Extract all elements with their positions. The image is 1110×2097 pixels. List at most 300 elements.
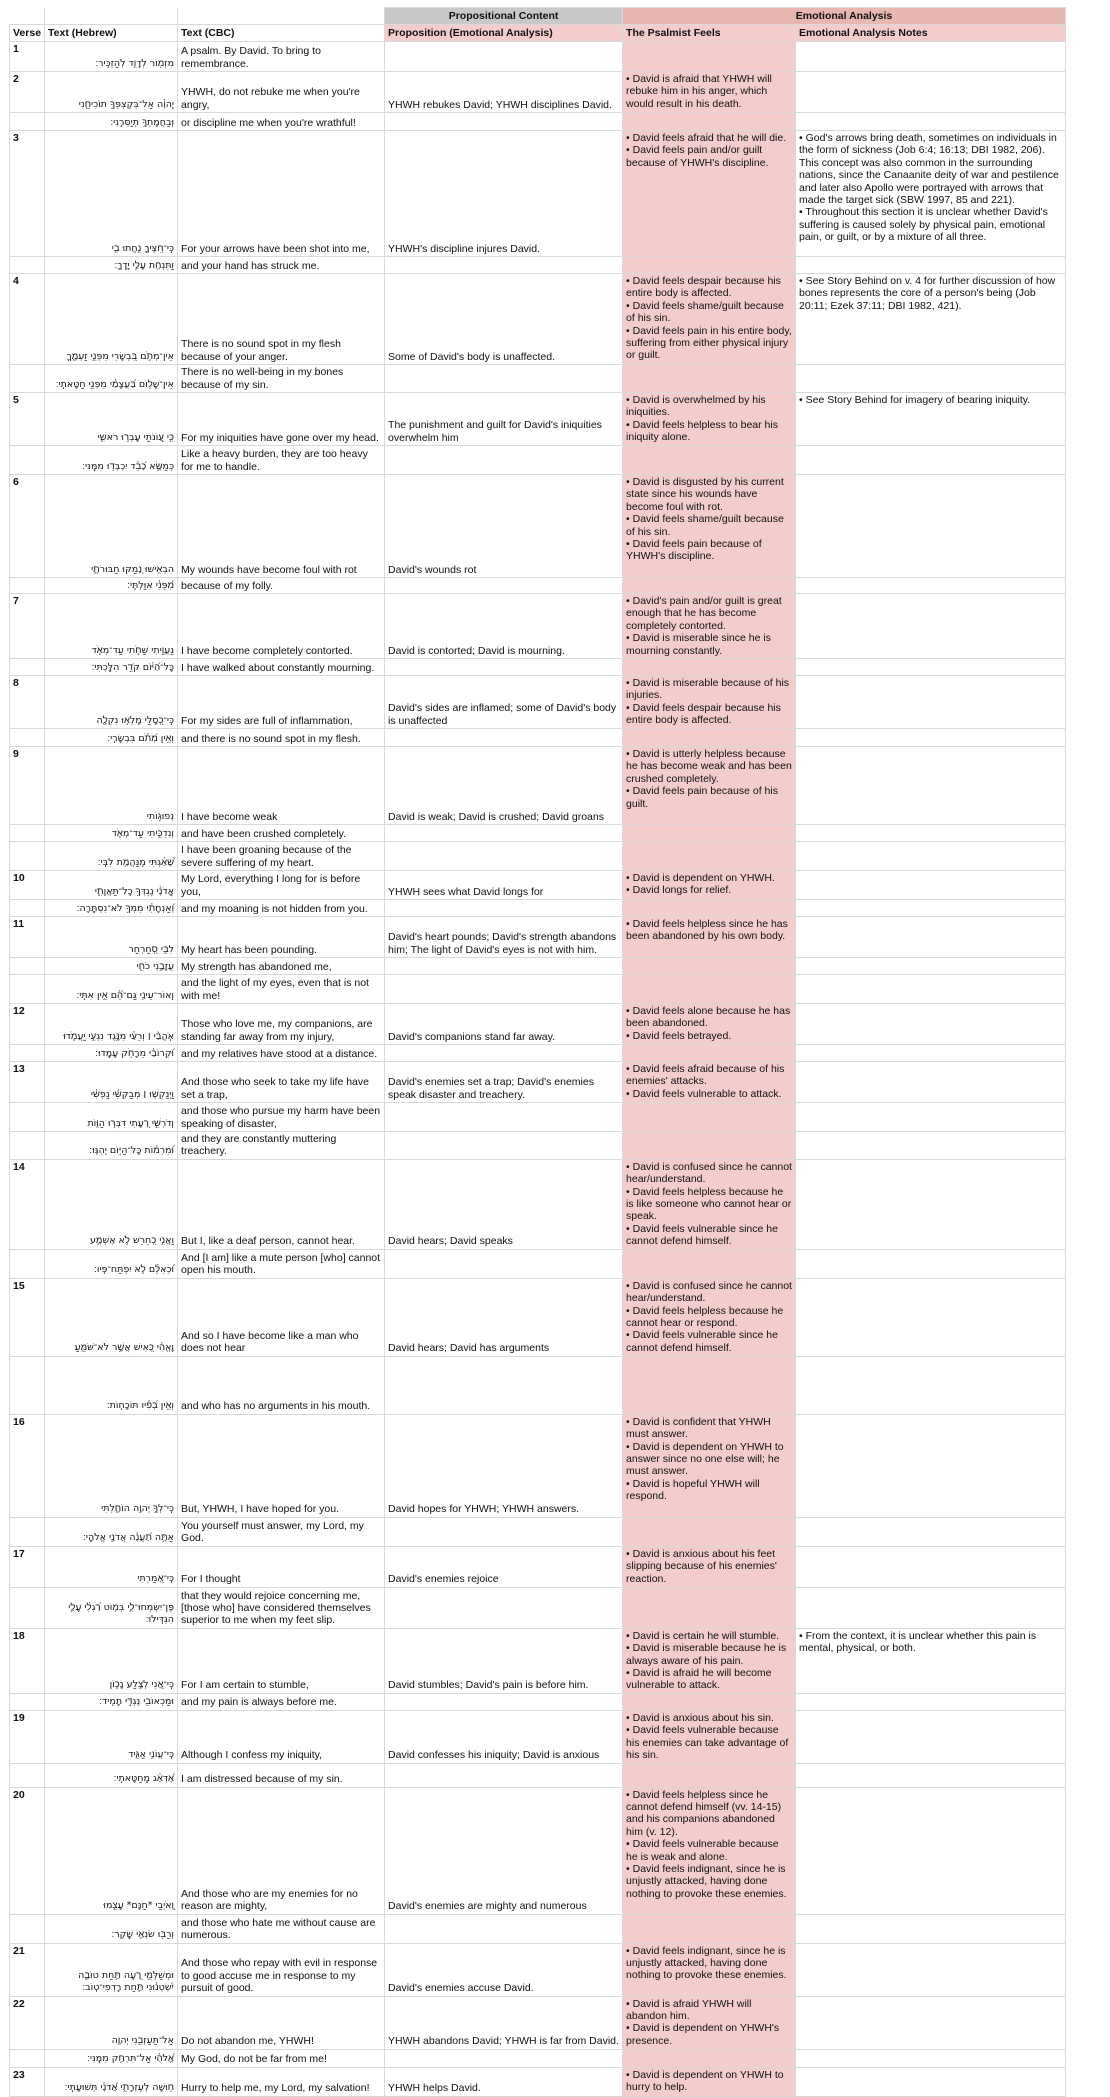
hebrew-text-cell[interactable]: וְֽ֭אֹיְבַי *חַנָּם* עָצֵ֑מוּ (45, 1787, 178, 1914)
notes-cell[interactable] (796, 1914, 1066, 1943)
verse-cell[interactable]: 13 (10, 1062, 45, 1103)
hebrew-text-cell[interactable]: וּ֝מִרְמ֗וֹת כָּל־הַיּ֥וֹם יֶהְגּֽוּ׃ (45, 1132, 178, 1160)
hebrew-text-cell[interactable]: כִּֽי־אָ֭מַרְתִּי (45, 1546, 178, 1587)
verse-cell[interactable]: 17 (10, 1546, 45, 1587)
psalmist-feels-cell[interactable] (623, 1763, 796, 1787)
proposition-cell[interactable]: David stumbles; David's pain is before him. (385, 1628, 623, 1693)
proposition-cell[interactable]: David's sides are inflamed; some of David's body is unaffected (385, 676, 623, 729)
hebrew-text-cell[interactable]: וּֽבַחֲמָתְךָ֥ תְיַסְּרֵֽנִי׃ (45, 113, 178, 131)
verse-cell[interactable] (10, 659, 45, 676)
psalmist-feels-cell[interactable] (623, 1787, 796, 1914)
table-row (10, 1693, 1066, 1710)
cbc-text-cell[interactable]: My strength has abandoned me, (178, 958, 385, 975)
proposition-cell[interactable] (385, 1517, 623, 1546)
verse-cell[interactable] (10, 2049, 45, 2067)
notes-cell[interactable] (796, 659, 1066, 676)
proposition-cell[interactable] (385, 1249, 623, 1278)
hebrew-text-cell[interactable]: וּמַכְאוֹבִ֖י נֶגְדִּ֣י תָמִֽיד׃ (45, 1693, 178, 1710)
cbc-text-cell[interactable]: Those who love me, my companions, are standing far away from my injury, (178, 1004, 385, 1045)
cbc-text-cell[interactable]: and my moaning is not hidden from you. (178, 900, 385, 917)
proposition-cell[interactable] (385, 113, 623, 131)
psalmist-feels-cell[interactable] (623, 1414, 796, 1517)
cbc-text-cell[interactable]: For your arrows have been shot into me, (178, 131, 385, 257)
hebrew-text-cell[interactable]: וַתִּנְחַ֖ת עָלַ֣י יָדֶֽךָ׃ (45, 257, 178, 274)
notes-cell[interactable] (796, 1710, 1066, 1763)
cbc-text-cell[interactable]: My Lord, everything I long for is before you, (178, 871, 385, 900)
notes-cell[interactable] (796, 1693, 1066, 1710)
psalmist-feels-cell[interactable] (623, 2049, 796, 2067)
proposition-cell[interactable]: David's enemies are mighty and numerous (385, 1787, 623, 1914)
group-header-row (10, 8, 1066, 25)
hebrew-text-cell[interactable]: וְֽדֹרְשֵׁ֣י רָ֭עָתִי דִּבְּר֣וּ הַוּ֑וֹת (45, 1103, 178, 1132)
hebrew-text-cell[interactable]: אֵין־שָׁל֥וֹם בַּ֝עֲצָמַ֗י מִפְּנֵ֥י חַטָּאתִֽי׃ (45, 365, 178, 393)
hebrew-text-cell[interactable]: אַתָּ֥ה תַ֝עֲנֶ֗ה אֲדֹנָ֥י אֱלֹהָֽי׃ (45, 1517, 178, 1546)
proposition-cell[interactable]: David's wounds rot (385, 475, 623, 578)
hebrew-text-cell[interactable]: וַיְנַקְשׁ֤וּ ׀ מְבַקְשֵׁ֬י נַפְשִׁ֗י (45, 1062, 178, 1103)
psalmist-feels-cell[interactable] (623, 393, 796, 446)
cbc-text-cell[interactable]: For I am certain to stumble, (178, 1628, 385, 1693)
verse-cell[interactable]: 2 (10, 72, 45, 113)
hebrew-text-cell[interactable]: מִ֝פְּנֵ֗י אִוַּלְתִּֽי׃ (45, 578, 178, 594)
table-row (10, 729, 1066, 747)
verse-cell[interactable] (10, 113, 45, 131)
notes-cell[interactable] (796, 1546, 1066, 1587)
cbc-text-cell[interactable]: And [I am] like a mute person [who] cannot open his mouth. (178, 1249, 385, 1278)
notes-cell[interactable] (796, 72, 1066, 113)
hebrew-text-cell[interactable]: אֹֽהֲבַ֨י ׀ וְרֵעַ֗י מִנֶּ֣גֶד נִגְעִ֣י יַעֲמֹ֑דוּ (45, 1004, 178, 1045)
psalmist-feels-cell[interactable] (623, 1278, 796, 1356)
psalmist-feels-cell[interactable] (623, 900, 796, 917)
hebrew-text-cell[interactable]: אֵין־מְתֹ֣ם בִּ֭בְשָׂרִי מִפְּנֵ֣י זַעְמֶ֑ךָ (45, 274, 178, 365)
proposition-cell[interactable] (385, 1693, 623, 1710)
hebrew-text-cell[interactable]: יְֽהוָ֗ה אַל־בְּקֶצְפְּךָ֥ תוֹכִיחֵ֑נִי (45, 72, 178, 113)
cbc-text-cell[interactable]: My God, do not be far from me! (178, 2049, 385, 2067)
verse-cell[interactable]: 9 (10, 747, 45, 825)
cbc-text-cell[interactable]: My wounds have become foul with rot (178, 475, 385, 578)
column-header-cbc[interactable]: Text (CBC) (178, 25, 385, 42)
psalmist-feels-cell[interactable] (623, 1062, 796, 1103)
proposition-cell[interactable]: David's enemies accuse David. (385, 1943, 623, 1996)
hebrew-text-cell[interactable]: נַעֲוֵ֣יתִי שַׁחֹ֣תִי עַד־מְאֹ֑ד (45, 594, 178, 659)
proposition-cell[interactable] (385, 975, 623, 1004)
proposition-cell[interactable] (385, 365, 623, 393)
verse-cell[interactable] (10, 578, 45, 594)
cbc-text-cell[interactable]: I have become completely contorted. (178, 594, 385, 659)
proposition-cell[interactable]: YHWH sees what David longs for (385, 871, 623, 900)
proposition-cell[interactable] (385, 825, 623, 842)
cbc-text-cell[interactable]: and those who hate me without cause are numerous. (178, 1914, 385, 1943)
proposition-cell[interactable] (385, 1914, 623, 1943)
table-row (10, 1103, 1066, 1132)
hebrew-text-cell[interactable]: כְּמַשָּׂ֥א כָ֝בֵ֗ד יִכְבְּד֥וּ מִמֶּֽנִּי׃ (45, 446, 178, 475)
hebrew-text-cell[interactable]: וְנִדְכֵּ֣יתִי עַד־מְאֹ֑ד (45, 825, 178, 842)
notes-cell[interactable] (796, 1996, 1066, 2049)
blank-cell (178, 8, 385, 25)
notes-cell[interactable] (796, 871, 1066, 900)
cbc-text-cell[interactable]: and my relatives have stood at a distance. (178, 1045, 385, 1062)
cbc-text-cell[interactable]: For my sides are full of inflammation, (178, 676, 385, 729)
cbc-text-cell[interactable]: and who has no arguments in his mouth. (178, 1356, 385, 1414)
psalmist-feels-cell[interactable] (623, 274, 796, 365)
cbc-text-cell[interactable]: And those who repay with evil in response to good accuse me in response to my pursuit of good. (178, 1943, 385, 1996)
psalmist-feels-cell[interactable] (623, 72, 796, 113)
psalmist-feels-cell[interactable] (623, 1546, 796, 1587)
verse-cell[interactable] (10, 257, 45, 274)
verse-cell[interactable] (10, 1356, 45, 1414)
verse-cell[interactable]: 7 (10, 594, 45, 659)
cbc-text-cell[interactable]: and those who pursue my harm have been speaking of disaster, (178, 1103, 385, 1132)
hebrew-text-cell[interactable]: כִּֽי־לְךָ֣ יְהוָ֣ה הוֹחָ֑לְתִּי (45, 1414, 178, 1517)
psalmist-feels-cell[interactable] (623, 1914, 796, 1943)
notes-cell[interactable] (796, 1103, 1066, 1132)
table-row (10, 113, 1066, 131)
feels-bullet: • David is afraid he will become vulnerable to attack. (626, 1667, 772, 1692)
column-header-verse[interactable]: Verse (10, 25, 45, 42)
cbc-text-cell[interactable]: Like a heavy burden, they are too heavy for me to handle. (178, 446, 385, 475)
cbc-text-cell[interactable]: You yourself must answer, my Lord, my God. (178, 1517, 385, 1546)
hebrew-text-cell[interactable]: וְרַבּ֖וּ שֹׂנְאַ֣י שָֽׁקֶר׃ (45, 1914, 178, 1943)
notes-cell[interactable] (796, 1004, 1066, 1045)
column-header-notes[interactable]: Emotional Analysis Notes (796, 25, 1066, 42)
feels-bullet: • David feels alone because he has been abandoned. (626, 1005, 791, 1030)
proposition-cell[interactable]: David's enemies rejoice (385, 1546, 623, 1587)
feels-bullet: • David feels pain and/or guilt because of YHWH's discipline. (626, 144, 769, 169)
notes-cell[interactable] (796, 594, 1066, 659)
cbc-text-cell[interactable]: For I thought (178, 1546, 385, 1587)
psalmist-feels-cell[interactable] (623, 594, 796, 659)
proposition-cell[interactable]: David confesses his iniquity; David is anxious (385, 1710, 623, 1763)
proposition-cell[interactable] (385, 900, 623, 917)
verse-cell[interactable] (10, 825, 45, 842)
notes-cell[interactable] (796, 958, 1066, 975)
cbc-text-cell[interactable]: and your hand has struck me. (178, 257, 385, 274)
proposition-cell[interactable] (385, 446, 623, 475)
verse-cell[interactable] (10, 1517, 45, 1546)
proposition-cell[interactable]: David's heart pounds; David's strength abandons him; The light of David's eyes is not with him. (385, 917, 623, 958)
psalmist-feels-cell[interactable] (623, 446, 796, 475)
cbc-text-cell[interactable]: that they would rejoice concerning me, [those who] have considered themselves superior to me when my feet slip. (178, 1587, 385, 1628)
psalmist-feels-cell[interactable] (623, 958, 796, 975)
proposition-cell[interactable]: David's enemies set a trap; David's enemies speak disaster and treachery. (385, 1062, 623, 1103)
table-row (10, 1159, 1066, 1249)
verse-cell[interactable] (10, 958, 45, 975)
verse-cell[interactable]: 1 (10, 42, 45, 72)
hebrew-text-cell[interactable]: וְֽאוֹר־עֵינַ֥י גַּם־הֵ֝֗ם אֵ֣ין אִתִּֽי׃ (45, 975, 178, 1004)
cbc-text-cell[interactable]: I am distressed because of my sin. (178, 1763, 385, 1787)
verse-cell[interactable] (10, 1914, 45, 1943)
proposition-cell[interactable] (385, 2049, 623, 2067)
hebrew-text-cell[interactable]: וָאֱהִ֗י כְּ֭אִישׁ אֲשֶׁ֣ר לֹא־שֹׁמֵ֑עַ (45, 1278, 178, 1356)
hebrew-text-cell[interactable]: כִּֽי־אֲ֭נִי לְצֶ֣לַע נָכ֑וֹן (45, 1628, 178, 1693)
proposition-cell[interactable]: YHWH helps David. (385, 2067, 623, 2096)
cbc-text-cell[interactable]: And those who seek to take my life have set a trap, (178, 1062, 385, 1103)
hebrew-text-cell[interactable]: וּ֝כְאִלֵּ֗ם לֹ֣א יִפְתַּח־פִּֽיו׃ (45, 1249, 178, 1278)
proposition-cell[interactable] (385, 42, 623, 72)
verse-cell[interactable]: 6 (10, 475, 45, 578)
hebrew-text-cell[interactable]: אַל־תַּעַזְבֵ֥נִי יְהוָ֑ה (45, 1996, 178, 2049)
cbc-text-cell[interactable]: But, YHWH, I have hoped for you. (178, 1414, 385, 1517)
verse-cell[interactable]: 8 (10, 676, 45, 729)
verse-cell[interactable]: 23 (10, 2067, 45, 2096)
verse-cell[interactable] (10, 446, 45, 475)
cbc-text-cell[interactable]: because of my folly. (178, 578, 385, 594)
proposition-cell[interactable]: YHWH rebukes David; YHWH disciplines David. (385, 72, 623, 113)
table-row (10, 578, 1066, 594)
notes-cell[interactable] (796, 1414, 1066, 1517)
notes-cell[interactable] (796, 1045, 1066, 1062)
cbc-text-cell[interactable]: A psalm. By David. To bring to remembrance. (178, 42, 385, 72)
hebrew-text-cell[interactable]: כִּֽי־חִ֭צֶּיךָ נִ֣חֲתוּ בִ֑י (45, 131, 178, 257)
verse-cell[interactable] (10, 1763, 45, 1787)
verse-cell[interactable] (10, 365, 45, 393)
notes-cell[interactable] (796, 1628, 1066, 1693)
notes-cell[interactable] (796, 1278, 1066, 1356)
column-header-proposition[interactable]: Proposition (Emotional Analysis) (385, 25, 623, 42)
notes-cell[interactable] (796, 2049, 1066, 2067)
cbc-text-cell[interactable]: I have walked about constantly mourning. (178, 659, 385, 676)
notes-cell[interactable] (796, 113, 1066, 131)
table-row (10, 257, 1066, 274)
proposition-cell[interactable] (385, 1103, 623, 1132)
psalmist-feels-cell[interactable] (623, 1249, 796, 1278)
psalmist-feels-cell[interactable] (623, 1693, 796, 1710)
verse-cell[interactable]: 20 (10, 1787, 45, 1914)
hebrew-text-cell[interactable]: וְאֵ֥ין מְ֝תֹ֗ם בִּבְשָׂרִֽי׃ (45, 729, 178, 747)
cbc-text-cell[interactable]: I have been groaning because of the severe suffering of my heart. (178, 842, 385, 871)
proposition-cell[interactable] (385, 729, 623, 747)
notes-cell[interactable] (796, 578, 1066, 594)
psalmist-feels-cell[interactable] (623, 1517, 796, 1546)
psalmist-feels-cell[interactable] (623, 747, 796, 825)
cbc-text-cell[interactable]: For my iniquities have gone over my head. (178, 393, 385, 446)
proposition-cell[interactable] (385, 842, 623, 871)
verse-cell[interactable] (10, 842, 45, 871)
notes-cell[interactable] (796, 1943, 1066, 1996)
cbc-text-cell[interactable]: And those who are my enemies for no reason are mighty, (178, 1787, 385, 1914)
hebrew-text-cell[interactable]: לִבִּ֣י סְ֭חַרְחַר (45, 917, 178, 958)
notes-cell[interactable] (796, 676, 1066, 729)
verse-cell[interactable] (10, 1103, 45, 1132)
verse-cell[interactable] (10, 975, 45, 1004)
proposition-cell[interactable]: David is contorted; David is mourning. (385, 594, 623, 659)
cbc-text-cell[interactable]: and they are constantly muttering treachery. (178, 1132, 385, 1160)
notes-cell[interactable] (796, 365, 1066, 393)
psalmist-feels-cell[interactable] (623, 475, 796, 578)
notes-cell[interactable] (796, 842, 1066, 871)
hebrew-text-cell[interactable]: כִּֽי־כְ֭סָלַי מָלְא֣וּ נִקְלֶ֑ה (45, 676, 178, 729)
verse-cell[interactable]: 21 (10, 1943, 45, 1996)
notes-cell[interactable] (796, 393, 1066, 446)
cbc-text-cell[interactable]: My heart has been pounding. (178, 917, 385, 958)
proposition-cell[interactable] (385, 1587, 623, 1628)
notes-cell[interactable] (796, 1517, 1066, 1546)
cbc-text-cell[interactable]: I have become weak (178, 747, 385, 825)
cbc-text-cell[interactable]: Do not abandon me, YHWH! (178, 1996, 385, 2049)
notes-cell[interactable] (796, 729, 1066, 747)
cbc-text-cell[interactable]: and there is no sound spot in my flesh. (178, 729, 385, 747)
psalmist-feels-cell[interactable] (623, 1628, 796, 1693)
group-header-propositional[interactable]: Propositional Content (385, 8, 623, 25)
psalmist-feels-cell[interactable] (623, 578, 796, 594)
notes-cell[interactable] (796, 1159, 1066, 1249)
proposition-cell[interactable]: YHWH abandons David; YHWH is far from David. (385, 1996, 623, 2049)
verse-cell[interactable] (10, 1587, 45, 1628)
proposition-cell[interactable] (385, 257, 623, 274)
verse-cell[interactable] (10, 1132, 45, 1160)
cbc-text-cell[interactable]: and my pain is always before me. (178, 1693, 385, 1710)
psalmist-feels-cell[interactable] (623, 659, 796, 676)
psalmist-feels-cell[interactable] (623, 825, 796, 842)
verse-cell[interactable]: 15 (10, 1278, 45, 1356)
psalmist-feels-cell[interactable] (623, 917, 796, 958)
verse-cell[interactable] (10, 1045, 45, 1062)
cbc-text-cell[interactable]: And so I have become like a man who does not hear (178, 1278, 385, 1356)
hebrew-text-cell[interactable]: וּ֝קְרוֹבַ֗י מֵרָחֹ֥ק עָמָֽדוּ׃ (45, 1045, 178, 1062)
verse-cell[interactable]: 22 (10, 1996, 45, 2049)
notes-cell[interactable] (796, 917, 1066, 958)
psalmist-feels-cell[interactable] (623, 42, 796, 72)
notes-cell[interactable] (796, 1763, 1066, 1787)
hebrew-text-cell[interactable]: כָּל־הַ֝יּ֗וֹם קֹדֵ֥ר הִלָּֽכְתִּי׃ (45, 659, 178, 676)
hebrew-text-cell[interactable]: עֲזָבַ֣נִי כֹחִ֑י (45, 958, 178, 975)
psalmist-feels-cell[interactable] (623, 1159, 796, 1249)
cbc-text-cell[interactable]: Hurry to help me, my Lord, my salvation! (178, 2067, 385, 2096)
notes-cell[interactable] (796, 475, 1066, 578)
verse-cell[interactable]: 12 (10, 1004, 45, 1045)
proposition-cell[interactable]: Some of David's body is unaffected. (385, 274, 623, 365)
proposition-cell[interactable] (385, 1356, 623, 1414)
proposition-cell[interactable]: David hears; David speaks (385, 1159, 623, 1249)
notes-cell[interactable] (796, 257, 1066, 274)
cbc-text-cell[interactable]: or discipline me when you're wrathful! (178, 113, 385, 131)
psalmist-feels-cell[interactable] (623, 1587, 796, 1628)
psalmist-feels-cell[interactable] (623, 257, 796, 274)
group-header-emotional[interactable]: Emotional Analysis (623, 8, 1066, 25)
notes-cell[interactable] (796, 446, 1066, 475)
hebrew-text-cell[interactable]: נְפוּג֣וֹתִי (45, 747, 178, 825)
verse-cell[interactable]: 5 (10, 393, 45, 446)
notes-cell[interactable] (796, 825, 1066, 842)
psalmist-feels-cell[interactable] (623, 1710, 796, 1763)
proposition-cell[interactable]: David hopes for YHWH; YHWH answers. (385, 1414, 623, 1517)
proposition-cell[interactable]: YHWH's discipline injures David. (385, 131, 623, 257)
column-header-psalmist-feels[interactable]: The Psalmist Feels (623, 25, 796, 42)
cbc-text-cell[interactable]: YHWH, do not rebuke me when you're angry, (178, 72, 385, 113)
psalmist-feels-cell[interactable] (623, 842, 796, 871)
proposition-cell[interactable] (385, 1045, 623, 1062)
feels-bullet: • David feels betrayed. (626, 1029, 732, 1042)
notes-cell[interactable] (796, 1787, 1066, 1914)
cbc-text-cell[interactable]: But I, like a deaf person, cannot hear. (178, 1159, 385, 1249)
notes-cell[interactable] (796, 42, 1066, 72)
hebrew-text-cell[interactable]: וַאֲנִ֣י כְ֭חֵרֵשׁ לֹ֣א אֶשְׁמָ֑ע (45, 1159, 178, 1249)
psalmist-feels-cell[interactable] (623, 871, 796, 900)
notes-cell[interactable] (796, 747, 1066, 825)
proposition-cell[interactable]: The punishment and guilt for David's iniquities overwhelm him (385, 393, 623, 446)
proposition-cell[interactable] (385, 1763, 623, 1787)
hebrew-text-cell[interactable]: ח֥וּשָׁה לְעֶזְרָתִ֑י אֲ֝דֹנָ֗י תְּשׁוּעָתִֽי׃ (45, 2067, 178, 2096)
psalmist-feels-cell[interactable] (623, 365, 796, 393)
notes-cell[interactable] (796, 1356, 1066, 1414)
verse-cell[interactable]: 19 (10, 1710, 45, 1763)
hebrew-text-cell[interactable]: וְאֵ֥ין בְּ֝פִ֗יו תּוֹכָחֽוֹת׃ (45, 1356, 178, 1414)
notes-cell[interactable] (796, 975, 1066, 1004)
hebrew-text-cell[interactable]: מִזְמ֖וֹר לְדָוִ֣ד לְהַזְכִּֽיר׃ (45, 42, 178, 72)
verse-cell[interactable]: 3 (10, 131, 45, 257)
cbc-text-cell[interactable]: Although I confess my iniquity, (178, 1710, 385, 1763)
proposition-cell[interactable]: David's companions stand far away. (385, 1004, 623, 1045)
notes-cell[interactable] (796, 131, 1066, 257)
psalmist-feels-cell[interactable] (623, 2067, 796, 2096)
psalmist-feels-cell[interactable] (623, 729, 796, 747)
verse-cell[interactable] (10, 900, 45, 917)
hebrew-text-cell[interactable]: אֱ֝לֹהַ֗י אַל־תִּרְחַ֥ק מִמֶּֽנִּי׃ (45, 2049, 178, 2067)
hebrew-text-cell[interactable]: וְ֝אַנְחָתִ֗י מִמְּךָ֥ לֹא־נִסְתָּֽרָה׃ (45, 900, 178, 917)
column-header-hebrew[interactable]: Text (Hebrew) (45, 25, 178, 42)
hebrew-text-cell[interactable]: אֲֽדֹנָ֗י נֶגְדְּךָ֥ כָל־תַּאֲוָתִ֑י (45, 871, 178, 900)
cbc-text-cell[interactable]: and the light of my eyes, even that is not with me! (178, 975, 385, 1004)
notes-cell[interactable] (796, 1132, 1066, 1160)
psalmist-feels-cell[interactable] (623, 1132, 796, 1160)
proposition-cell[interactable] (385, 1132, 623, 1160)
psalmist-feels-cell[interactable] (623, 131, 796, 257)
verse-cell[interactable]: 11 (10, 917, 45, 958)
psalmist-feels-cell[interactable] (623, 1996, 796, 2049)
cbc-text-cell[interactable]: and have been crushed completely. (178, 825, 385, 842)
proposition-cell[interactable] (385, 958, 623, 975)
psalmist-feels-cell[interactable] (623, 1004, 796, 1045)
cbc-text-cell[interactable]: There is no well-being in my bones because of my sin. (178, 365, 385, 393)
proposition-cell[interactable] (385, 578, 623, 594)
notes-cell[interactable] (796, 1062, 1066, 1103)
hebrew-text-cell[interactable]: פֶּן־יִשְׂמְחוּ־לִ֑י בְּמ֥וֹט רַ֝גְלִ֗י עָלַ֥י הִגְדִּֽילוּ׃ (45, 1587, 178, 1628)
verse-cell[interactable] (10, 1693, 45, 1710)
verse-cell[interactable]: 4 (10, 274, 45, 365)
psalmist-feels-cell[interactable] (623, 1943, 796, 1996)
proposition-cell[interactable]: David hears; David has arguments (385, 1278, 623, 1356)
hebrew-text-cell[interactable]: כִּ֣י עֲ֭וֺנֹתַי עָבְר֣וּ רֹאשִׁ֑י (45, 393, 178, 446)
psalmist-feels-cell[interactable] (623, 113, 796, 131)
psalmist-feels-cell[interactable] (623, 1356, 796, 1414)
cbc-text-cell[interactable]: There is no sound spot in my flesh because of your anger. (178, 274, 385, 365)
verse-cell[interactable]: 10 (10, 871, 45, 900)
psalmist-feels-cell[interactable] (623, 1045, 796, 1062)
verse-cell[interactable]: 16 (10, 1414, 45, 1517)
notes-cell[interactable] (796, 2067, 1066, 2096)
verse-cell[interactable] (10, 1249, 45, 1278)
verse-cell[interactable]: 14 (10, 1159, 45, 1249)
notes-cell[interactable] (796, 274, 1066, 365)
hebrew-text-cell[interactable]: הִבְאִ֣ישׁוּ נָ֭מַקּוּ חַבּוּרֹתָ֑י (45, 475, 178, 578)
feels-bullet: • David feels vulnerable because he is weak and alone. (626, 1838, 779, 1863)
table-row (10, 917, 1066, 958)
hebrew-text-cell[interactable]: וּמְשַׁלְּמֵ֣י רָ֭עָה תַּ֣חַת טוֹבָ֑ה יִ֝שְׂטְנ֗וּנִי תַּ֣חַת רָדְפִי־טֽוֹב׃ (45, 1943, 178, 1996)
proposition-cell[interactable]: David is weak; David is crushed; David groans (385, 747, 623, 825)
verse-cell[interactable] (10, 729, 45, 747)
notes-cell[interactable] (796, 1587, 1066, 1628)
psalmist-feels-cell[interactable] (623, 676, 796, 729)
feels-bullet: • David feels vulnerable to attack. (626, 1087, 782, 1100)
hebrew-text-cell[interactable]: אֶ֝דְאַ֗ג מֵֽחַטָּאתִֽי׃ (45, 1763, 178, 1787)
notes-cell[interactable] (796, 900, 1066, 917)
hebrew-text-cell[interactable]: כִּֽי־עֲוֺנִ֥י אַגִּ֑יד (45, 1710, 178, 1763)
hebrew-text-cell[interactable]: שָׁ֝אַ֗גְתִּי מִֽנַּהֲמַ֥ת לִבִּֽי׃ (45, 842, 178, 871)
notes-cell[interactable] (796, 1249, 1066, 1278)
psalmist-feels-cell[interactable] (623, 1103, 796, 1132)
verse-cell[interactable]: 18 (10, 1628, 45, 1693)
psalmist-feels-cell[interactable] (623, 975, 796, 1004)
proposition-cell[interactable] (385, 659, 623, 676)
